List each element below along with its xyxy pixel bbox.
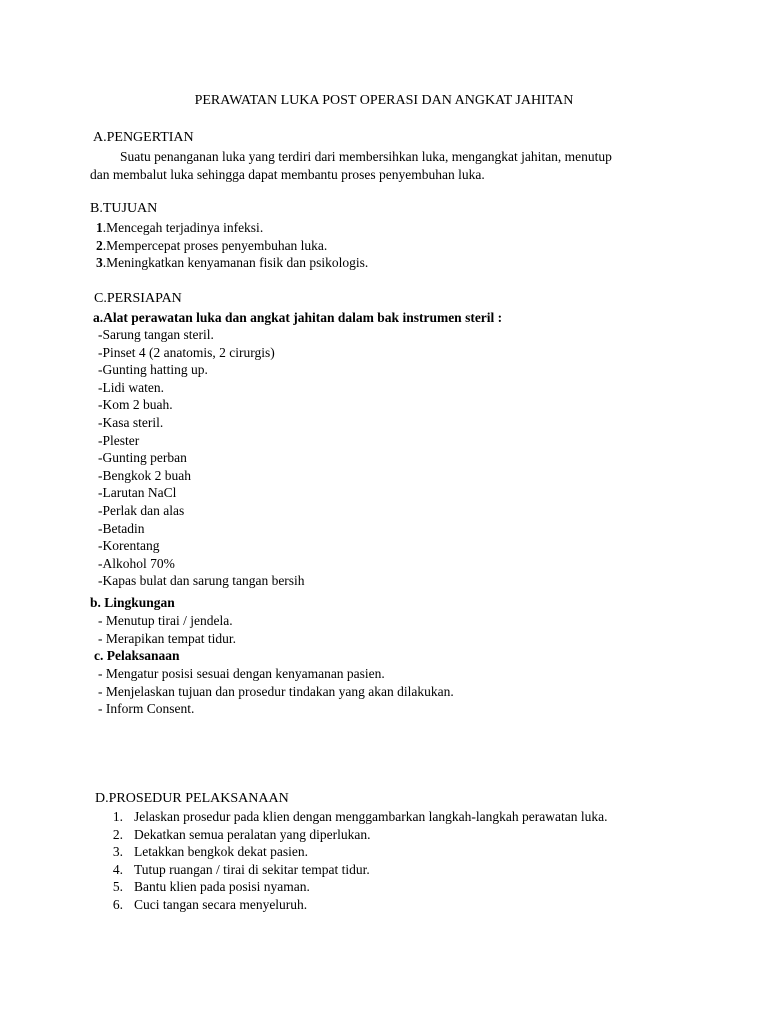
document-title: PERAWATAN LUKA POST OPERASI DAN ANGKAT JAHITAN — [194, 93, 574, 108]
list-number: 4. — [112, 861, 123, 877]
list-text: Letakkan bengkok dekat pasien. — [134, 844, 308, 860]
list-item: -Kasa steril. — [98, 414, 164, 430]
list-item: - Merapikan tempat tidur. — [98, 630, 236, 646]
section-heading-prosedur: D.PROSEDUR PELAKSANAAN — [95, 791, 289, 806]
list-text: Dekatkan semua peralatan yang diperlukan. — [134, 826, 371, 842]
list-number: 3. — [112, 844, 123, 860]
paragraph-pengertian — [90, 148, 690, 183]
tujuan-list — [96, 219, 368, 272]
alat-list — [98, 326, 305, 590]
list-number: 3 — [96, 255, 103, 271]
list-item — [96, 237, 368, 255]
list-item — [96, 254, 368, 272]
list-item: - Mengatur posisi sesuai dengan kenyamanan pasien. — [98, 666, 385, 681]
list-text: Jelaskan prosedur pada klien dengan menggambarkan langkah-langkah perawatan luka. — [134, 809, 608, 824]
list-text: Cuci tangan secara menyeluruh. — [134, 896, 308, 912]
list-item — [96, 219, 368, 237]
lingkungan-list — [98, 612, 236, 647]
list-text: .Mencegah terjadinya infeksi. — [102, 220, 264, 235]
paragraph-line: dan membalut luka sehingga dapat membantu proses penyembuhan luka. — [90, 166, 485, 182]
list-text: Bantu klien pada posisi nyaman. — [134, 879, 310, 895]
list-item: -Kapas bulat dan sarung tangan bersih — [98, 573, 305, 589]
list-item: -Gunting hatting up. — [98, 362, 208, 378]
paragraph-line: Suatu penanganan luka yang terdiri dari membersihkan luka, mengangkat jahitan, menutup — [120, 149, 612, 164]
list-number: 1 — [96, 220, 103, 235]
list-item: - Menjelaskan tujuan dan prosedur tindakan yang akan dilakukan. — [98, 683, 454, 699]
list-item — [100, 808, 607, 826]
list-item: - Inform Consent. — [98, 701, 195, 717]
list-item: -Gunting perban — [98, 450, 187, 466]
section-heading-persiapan: C.PERSIAPAN — [94, 291, 182, 306]
list-item: -Betadin — [98, 520, 145, 536]
subheading-alat: a.Alat perawatan luka dan angkat jahitan dalam bak instrumen steril : — [93, 310, 503, 325]
list-item: - Menutup tirai / jendela. — [98, 613, 233, 628]
list-item: -Korentang — [98, 538, 160, 554]
subheading-lingkungan: b. Lingkungan — [90, 595, 175, 610]
list-item: -Kom 2 buah. — [98, 397, 173, 413]
prosedur-list — [100, 808, 607, 914]
section-heading-tujuan: B.TUJUAN — [90, 201, 158, 216]
list-number: 2 — [96, 237, 103, 253]
list-item: -Bengkok 2 buah — [98, 467, 191, 483]
list-number: 5. — [112, 879, 123, 895]
list-item — [100, 826, 607, 844]
list-item: -Pinset 4 (2 anatomis, 2 cirurgis) — [98, 344, 275, 360]
pelaksanaan-list — [98, 665, 454, 718]
subheading-pelaksanaan: c. Pelaksanaan — [94, 648, 180, 663]
list-item: -Sarung tangan steril. — [98, 327, 214, 342]
list-text: .Mempercepat proses penyembuhan luka. — [102, 237, 328, 253]
list-item: -Alkohol 70% — [98, 555, 175, 571]
list-text: Tutup ruangan / tirai di sekitar tempat tidur. — [134, 861, 370, 877]
list-item: -Perlak dan alas — [98, 502, 185, 518]
list-text: .Meningkatkan kenyamanan fisik dan psikologis. — [102, 255, 369, 271]
list-item: -Larutan NaCl — [98, 485, 177, 501]
list-item — [100, 878, 607, 896]
list-number: 1. — [112, 809, 123, 824]
section-heading-pengertian: A.PENGERTIAN — [93, 130, 194, 145]
list-item — [100, 896, 607, 914]
list-item — [100, 861, 607, 879]
list-item: -Lidi waten. — [98, 379, 164, 395]
list-number: 6. — [112, 896, 123, 912]
list-item: -Plester — [98, 432, 140, 448]
list-number: 2. — [112, 826, 123, 842]
list-item — [100, 843, 607, 861]
